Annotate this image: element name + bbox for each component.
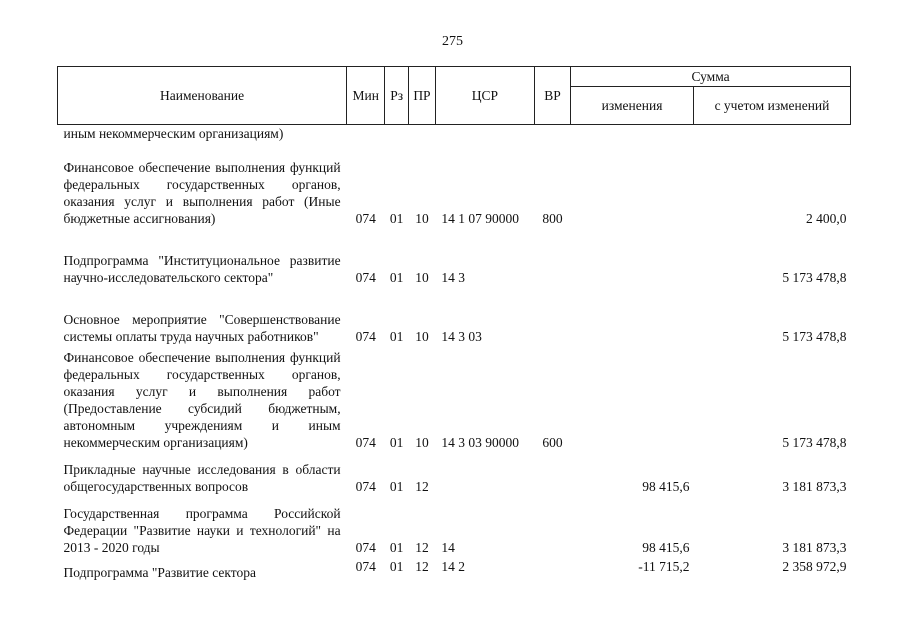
row-vr: [534, 125, 570, 153]
table-row: [58, 556, 851, 586]
row-total: 5 173 478,8: [782, 328, 847, 344]
row-min: 074: [355, 539, 376, 555]
row-pr: 10: [415, 328, 429, 344]
row-total: [693, 125, 850, 153]
row-min: 074: [355, 210, 376, 226]
row-vr: 800: [542, 210, 563, 226]
header-name: Наименование: [58, 67, 347, 125]
row-csr: 14 3 03 90000: [441, 434, 519, 450]
row-vr: [534, 286, 570, 345]
row-pr: 10: [415, 269, 429, 285]
header-sum: Сумма: [571, 67, 851, 87]
row-rz: 01: [389, 558, 404, 574]
row-min: 074: [355, 269, 376, 285]
row-rz: 01: [389, 478, 404, 494]
row-csr: 14 2: [441, 558, 465, 574]
table-row: [58, 153, 851, 227]
row-change: [571, 345, 694, 451]
row-total: 5 173 478,8: [782, 434, 847, 450]
row-change: [571, 286, 694, 345]
row-csr: 14: [441, 539, 455, 555]
row-pr: 12: [415, 539, 429, 555]
row-rz: [385, 125, 409, 153]
row-pr: [409, 125, 436, 153]
table-row: [58, 345, 851, 451]
row-rz: 01: [389, 328, 404, 344]
row-name: Финансовое обеспечение выполнения функций федеральных государственных органов, оказания услуг и выполнения работ (Предоставление субсидий бюджетным, автономным учреждениям и иным некоммерческим организациям): [63, 349, 341, 450]
row-change: -11 715,2: [638, 558, 690, 574]
row-rz: 01: [389, 269, 404, 285]
row-csr: [435, 125, 534, 153]
header-rz: Рз: [385, 67, 409, 125]
page-number: 275: [442, 34, 463, 49]
header-csr: ЦСР: [435, 67, 534, 125]
row-total: 2 358 972,9: [782, 558, 847, 574]
table-row: [58, 451, 851, 495]
row-pr: 12: [415, 478, 429, 494]
row-total: 3 181 873,3: [782, 539, 847, 555]
header-vr: ВР: [534, 67, 570, 125]
row-change: [571, 227, 694, 286]
table-row: [58, 125, 851, 153]
row-total: 5 173 478,8: [782, 269, 847, 285]
row-vr: 600: [542, 434, 563, 450]
table-row: [58, 227, 851, 286]
row-vr: [534, 495, 570, 556]
header-change: изменения: [571, 87, 694, 125]
row-pr: 10: [415, 210, 429, 226]
table-row: [58, 286, 851, 345]
row-name: иным некоммерческим организациям): [63, 126, 284, 141]
row-total: 3 181 873,3: [782, 478, 847, 494]
row-rz: 01: [389, 539, 404, 555]
row-min: 074: [355, 434, 376, 450]
row-total: 2 400,0: [806, 210, 847, 226]
row-csr: 14 3: [441, 269, 465, 285]
table-row: [58, 495, 851, 556]
row-min: 074: [355, 328, 376, 344]
row-name: Подпрограмма "Институциональное развитие научно-исследовательского сектора": [63, 252, 341, 285]
row-pr: 10: [415, 434, 429, 450]
row-pr: 12: [415, 558, 429, 574]
row-change: [571, 153, 694, 227]
row-min: 074: [355, 558, 376, 574]
header-min: Мин: [347, 67, 385, 125]
header-pr: ПР: [409, 67, 436, 125]
table-header: [58, 67, 851, 125]
header-with-change: с учетом изменений: [693, 87, 850, 125]
budget-table: [57, 66, 851, 586]
row-rz: 01: [389, 210, 404, 226]
row-min: [347, 125, 385, 153]
row-min: 074: [355, 478, 376, 494]
row-name: Прикладные научные исследования в области общегосударственных вопросов: [63, 461, 341, 494]
row-name: Финансовое обеспечение выполнения функций федеральных государственных органов, оказания услуг и выполнения работ (Иные бюджетные ассигнования): [63, 159, 341, 226]
row-name: Подпрограмма "Развитие сектора: [63, 564, 257, 580]
row-vr: [534, 451, 570, 495]
row-vr: [534, 227, 570, 286]
row-name: Государственная программа Российской Федерации "Развитие науки и технологий" на 2013 - 2020 годы: [63, 505, 341, 555]
row-change: 98 415,6: [642, 478, 690, 494]
row-vr: [534, 556, 570, 586]
row-change: 98 415,6: [642, 539, 690, 555]
row-csr: 14 3 03: [441, 328, 482, 344]
row-change: [571, 125, 694, 153]
row-csr: 14 1 07 90000: [441, 210, 519, 226]
row-rz: 01: [389, 434, 404, 450]
row-csr: [435, 451, 534, 495]
row-name: Основное мероприятие "Совершенствование системы оплаты труда научных работников": [63, 311, 341, 344]
